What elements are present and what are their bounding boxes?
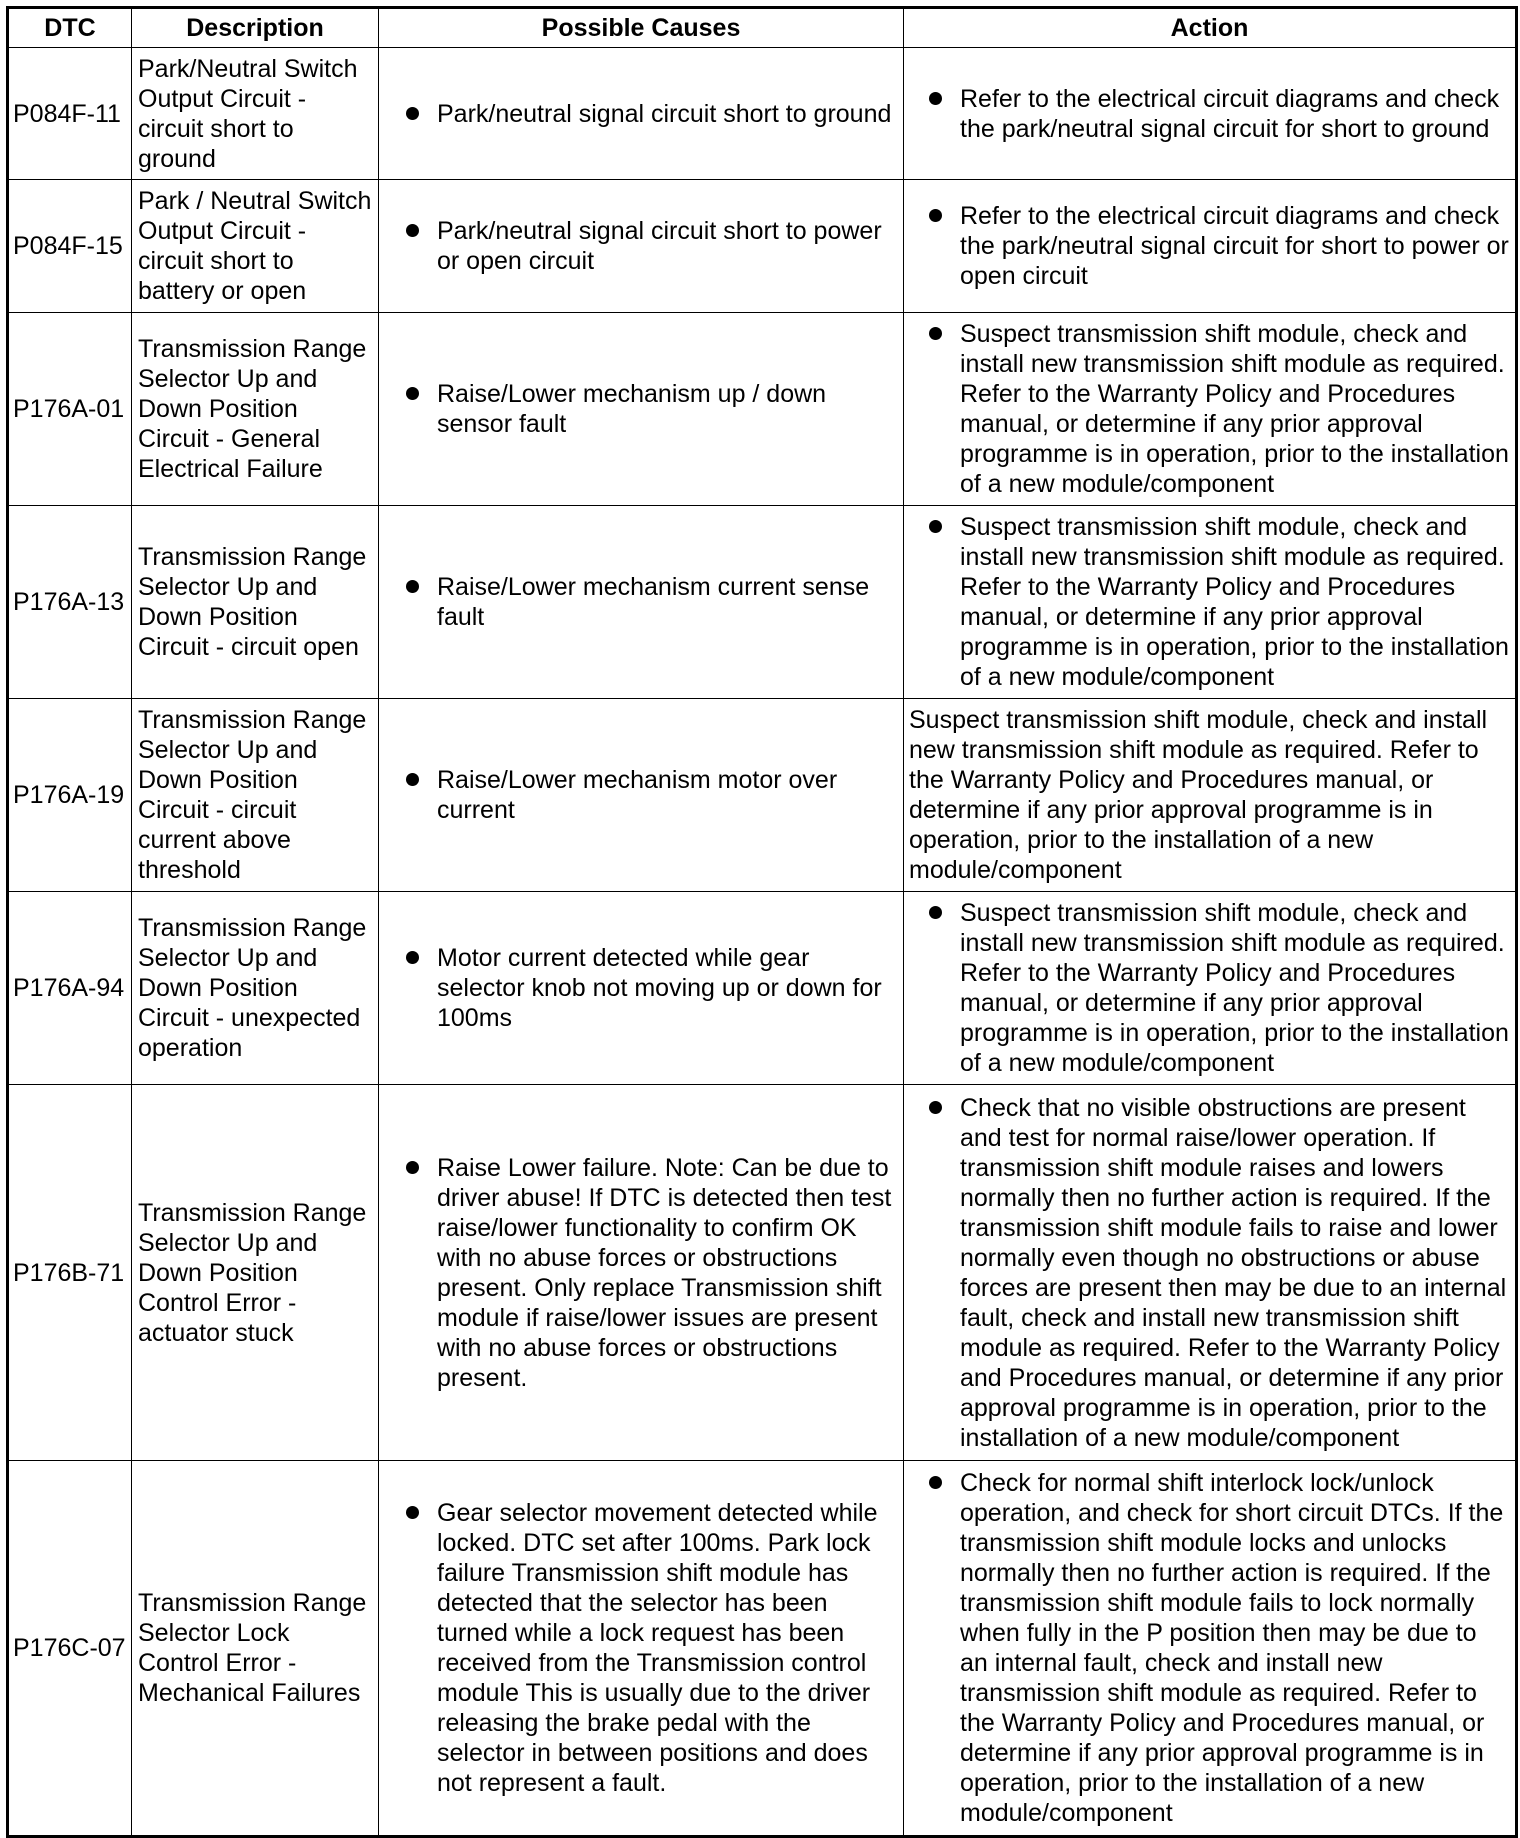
dtc-description: Transmission Range Selector Lock Control Error - Mechanical Failures bbox=[132, 1461, 379, 1837]
bullet-icon bbox=[929, 209, 942, 222]
action-text: Refer to the electrical circuit diagrams and check the park/neutral signal circuit for short to ground bbox=[960, 84, 1500, 143]
possible-cause-cell bbox=[379, 1461, 904, 1837]
action-cell bbox=[904, 699, 1517, 892]
possible-cause-cell bbox=[379, 313, 904, 506]
possible-cause-cell bbox=[379, 506, 904, 699]
possible-cause-cell bbox=[379, 892, 904, 1085]
dtc-code: P176A-13 bbox=[8, 506, 132, 699]
bullet-icon bbox=[406, 773, 419, 786]
bullet-icon bbox=[406, 1161, 419, 1174]
dtc-description: Transmission Range Selector Up and Down Position Control Error - actuator stuck bbox=[132, 1085, 379, 1461]
table-row bbox=[8, 180, 1517, 313]
table-row bbox=[8, 313, 1517, 506]
bullet-icon bbox=[929, 906, 942, 919]
action-text: Suspect transmission shift module, check and install new transmission shift module as required. Refer to the Warranty Policy and Procedures manual, or determine if any prior approval programme is in operation, prior to the installation of a new module/component bbox=[960, 899, 1509, 1077]
action-bullet-item bbox=[909, 319, 1510, 499]
possible-cause-bullet-item bbox=[384, 99, 898, 129]
action-cell bbox=[904, 892, 1517, 1085]
action-bullet-item bbox=[909, 1468, 1510, 1828]
header-description: Description bbox=[132, 8, 379, 48]
dtc-code: P176C-07 bbox=[8, 1461, 132, 1837]
possible-cause-text: Park/neutral signal circuit short to ground bbox=[437, 99, 892, 128]
possible-cause-cell bbox=[379, 699, 904, 892]
action-cell bbox=[904, 313, 1517, 506]
action-bullet-item bbox=[909, 84, 1510, 144]
bullet-icon bbox=[929, 1101, 942, 1114]
bullet-icon bbox=[406, 951, 419, 964]
possible-cause-bullet-item bbox=[384, 379, 898, 439]
bullet-icon bbox=[406, 580, 419, 593]
dtc-code: P176A-01 bbox=[8, 313, 132, 506]
dtc-code: P084F-11 bbox=[8, 48, 132, 180]
action-cell bbox=[904, 1461, 1517, 1837]
bullet-icon bbox=[929, 520, 942, 533]
possible-cause-text: Raise Lower failure. Note: Can be due to driver abuse! If DTC is detected then test raise/lower functionality to confirm OK with no abuse forces or obstructions present. Only replace Transmission shift module if raise/lower issues are present with no abuse forces or obstructions present. bbox=[437, 1153, 892, 1392]
bullet-icon bbox=[406, 387, 419, 400]
dtc-description: Transmission Range Selector Up and Down Position Circuit - circuit current above threshold bbox=[132, 699, 379, 892]
bullet-icon bbox=[929, 1476, 942, 1489]
action-text: Suspect transmission shift module, check and install new transmission shift module as required. Refer to the Warranty Policy and Procedures manual, or determine if any prior approval programme is in operation, prior to the installation of a new module/component bbox=[909, 706, 1488, 884]
header-action: Action bbox=[904, 8, 1517, 48]
dtc-description: Park/Neutral Switch Output Circuit - circuit short to ground bbox=[132, 48, 379, 180]
action-bullet-item bbox=[909, 1093, 1510, 1453]
table-row bbox=[8, 506, 1517, 699]
possible-cause-text: Raise/Lower mechanism up / down sensor fault bbox=[437, 380, 827, 438]
action-text: Suspect transmission shift module, check and install new transmission shift module as required. Refer to the Warranty Policy and Procedures manual, or determine if any prior approval programme is in operation, prior to the installation of a new module/component bbox=[960, 320, 1509, 498]
header-dtc: DTC bbox=[8, 8, 132, 48]
possible-cause-bullet-item bbox=[384, 1498, 898, 1798]
possible-cause-bullet-item bbox=[384, 765, 898, 825]
action-cell bbox=[904, 48, 1517, 180]
dtc-description: Transmission Range Selector Up and Down Position Circuit - General Electrical Failure bbox=[132, 313, 379, 506]
dtc-code: P084F-15 bbox=[8, 180, 132, 313]
possible-cause-bullet-item bbox=[384, 943, 898, 1033]
possible-cause-text: Motor current detected while gear selector knob not moving up or down for 100ms bbox=[437, 944, 882, 1032]
header-possible-causes: Possible Causes bbox=[379, 8, 904, 48]
possible-cause-cell bbox=[379, 48, 904, 180]
bullet-icon bbox=[406, 1506, 419, 1519]
bullet-icon bbox=[929, 92, 942, 105]
action-bullet-item bbox=[909, 201, 1510, 291]
bullet-icon bbox=[406, 224, 419, 237]
dtc-code: P176B-71 bbox=[8, 1085, 132, 1461]
dtc-description: Park / Neutral Switch Output Circuit - circuit short to battery or open bbox=[132, 180, 379, 313]
possible-cause-bullet-item bbox=[384, 572, 898, 632]
action-text: Check that no visible obstructions are present and test for normal raise/lower operation. If transmission shift module raises and lowers normally then no further action is required. If the transmission shift module fails to raise and lower normally even though no obstructions or abuse forces are present then may be due to an internal fault, check and install new transmission shift module as required. Refer to the Warranty Policy and Procedures manual, or determine if any prior approval programme is in operation, prior to the installation of a new module/component bbox=[960, 1093, 1507, 1452]
possible-cause-text: Raise/Lower mechanism current sense fault bbox=[437, 573, 870, 631]
action-text: Suspect transmission shift module, check and install new transmission shift module as required. Refer to the Warranty Policy and Procedures manual, or determine if any prior approval programme is in operation, prior to the installation of a new module/component bbox=[960, 513, 1509, 691]
dtc-code: P176A-19 bbox=[8, 699, 132, 892]
table-row bbox=[8, 892, 1517, 1085]
possible-cause-cell bbox=[379, 180, 904, 313]
action-text: Check for normal shift interlock lock/unlock operation, and check for short circuit DTCs. If the transmission shift module locks and unlocks normally then no further action is required. If the transmission shift module fails to lock normally when fully in the P position then may be due to an internal fault, check and install new transmission shift module as required. Refer to the Warranty Policy and Procedures manual, or determine if any prior approval programme is in operation, prior to the installation of a new module/component bbox=[960, 1469, 1504, 1827]
bullet-icon bbox=[406, 107, 419, 120]
dtc-description: Transmission Range Selector Up and Down Position Circuit - circuit open bbox=[132, 506, 379, 699]
table-row bbox=[8, 48, 1517, 180]
action-bullet-item bbox=[909, 512, 1510, 692]
action-text: Refer to the electrical circuit diagrams and check the park/neutral signal circuit for short to power or open circuit bbox=[960, 202, 1509, 290]
action-cell bbox=[904, 506, 1517, 699]
dtc-code: P176A-94 bbox=[8, 892, 132, 1085]
possible-cause-bullet-item bbox=[384, 1153, 898, 1393]
action-cell bbox=[904, 180, 1517, 313]
action-bullet-item bbox=[909, 898, 1510, 1078]
dtc-table bbox=[6, 6, 1518, 1838]
possible-cause-text: Raise/Lower mechanism motor over current bbox=[437, 766, 838, 824]
possible-cause-text: Park/neutral signal circuit short to power or open circuit bbox=[437, 217, 882, 275]
table-header-row bbox=[8, 8, 1517, 48]
possible-cause-cell bbox=[379, 1085, 904, 1461]
possible-cause-bullet-item bbox=[384, 216, 898, 276]
table-row bbox=[8, 699, 1517, 892]
table-row bbox=[8, 1461, 1517, 1837]
bullet-icon bbox=[929, 327, 942, 340]
dtc-description: Transmission Range Selector Up and Down Position Circuit - unexpected operation bbox=[132, 892, 379, 1085]
table-row bbox=[8, 1085, 1517, 1461]
action-cell bbox=[904, 1085, 1517, 1461]
possible-cause-text: Gear selector movement detected while locked. DTC set after 100ms. Park lock failure Transmission shift module has detected that the selector has been turned while a lock request has been received from the Transmission control module This is usually due to the driver releasing the brake pedal with the selector in between positions and does not represent a fault. bbox=[437, 1499, 878, 1797]
